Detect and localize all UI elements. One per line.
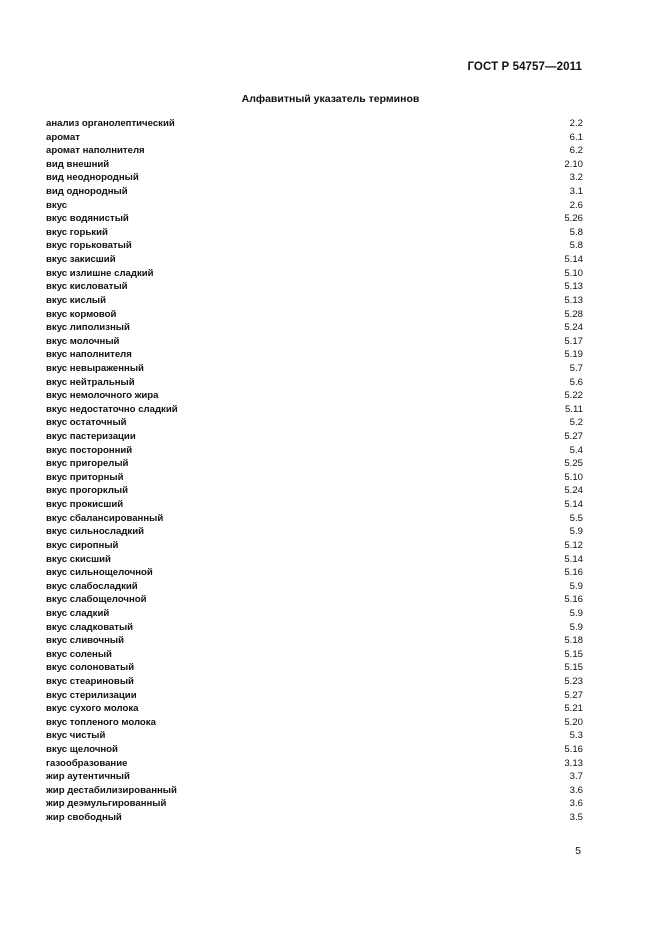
list-item xyxy=(46,471,583,485)
list-item xyxy=(46,702,583,716)
term-name: вкус топленого молока xyxy=(46,716,156,728)
term-reference: 5.14 xyxy=(564,553,583,565)
term-name: вкус молочный xyxy=(46,335,120,347)
list-item xyxy=(46,580,583,594)
term-reference: 5.9 xyxy=(569,526,583,538)
list-item xyxy=(46,566,583,580)
term-reference: 3.6 xyxy=(569,784,583,796)
page-title: Алфавитный указатель терминов xyxy=(241,93,420,105)
term-name: вкус слабощелочной xyxy=(46,594,147,606)
list-item xyxy=(46,743,583,757)
list-item xyxy=(46,158,583,172)
term-name: вкус кисловатый xyxy=(46,281,128,293)
term-name: вкус стеариновый xyxy=(46,675,134,687)
term-reference: 5.15 xyxy=(564,662,583,674)
list-item xyxy=(46,335,583,349)
term-reference: 5.9 xyxy=(569,621,583,633)
term-name: вкус излишне сладкий xyxy=(46,267,154,279)
term-reference: 5.4 xyxy=(569,444,583,456)
term-reference: 5.10 xyxy=(564,471,583,483)
document-code: ГОСТ Р 54757—2011 xyxy=(467,61,582,73)
list-item xyxy=(46,416,583,430)
term-name: вкус солоноватый xyxy=(46,662,135,674)
term-reference: 5.6 xyxy=(569,376,583,388)
term-reference: 3.7 xyxy=(569,771,583,783)
term-name: жир свободный xyxy=(46,812,122,824)
list-item xyxy=(46,185,583,199)
term-name: анализ органолептический xyxy=(46,118,175,129)
term-reference: 5.12 xyxy=(564,539,583,551)
term-reference: 5.7 xyxy=(569,362,583,374)
term-name: вид неоднородный xyxy=(46,172,139,184)
term-name: вкус сладковатый xyxy=(46,621,134,633)
list-item xyxy=(46,267,583,281)
term-name: вкус прокисший xyxy=(46,499,124,511)
term-reference: 3.2 xyxy=(569,172,583,184)
list-item xyxy=(46,539,583,553)
term-name: вкус кормовой xyxy=(46,308,117,320)
list-item xyxy=(46,757,583,771)
term-reference: 3.13 xyxy=(564,757,583,769)
term-name: вкус горький xyxy=(46,226,108,238)
list-item xyxy=(46,253,583,267)
term-reference: 3.5 xyxy=(569,812,583,824)
term-name: вкус нейтральный xyxy=(46,376,135,388)
term-reference: 6.1 xyxy=(569,131,583,143)
list-item xyxy=(46,484,583,498)
list-item xyxy=(46,621,583,635)
term-name: вкус прогорклый xyxy=(46,485,129,497)
term-name: вид однородный xyxy=(46,186,128,198)
term-reference: 5.17 xyxy=(564,335,583,347)
list-item xyxy=(46,308,583,322)
list-item xyxy=(46,811,583,825)
list-item xyxy=(46,661,583,675)
list-item xyxy=(46,144,583,158)
term-name: вкус посторонний xyxy=(46,444,133,456)
term-reference: 2.6 xyxy=(569,199,583,211)
term-reference: 5.26 xyxy=(564,213,583,225)
term-reference: 6.2 xyxy=(569,145,583,157)
term-reference: 5.11 xyxy=(565,403,583,415)
list-item xyxy=(46,199,583,213)
list-item xyxy=(46,553,583,567)
term-name: вкус наполнителя xyxy=(46,349,132,361)
term-reference: 5.28 xyxy=(564,308,583,320)
term-reference: 5.16 xyxy=(564,594,583,606)
term-name: вкус стерилизации xyxy=(46,689,137,701)
term-reference: 5.22 xyxy=(564,390,583,402)
term-name: газообразование xyxy=(46,757,128,769)
term-name: вкус сливочный xyxy=(46,635,124,647)
list-item xyxy=(46,239,583,253)
term-name: вкус сладкий xyxy=(46,607,110,619)
term-reference: 5.18 xyxy=(564,635,583,647)
term-reference: 5.25 xyxy=(564,458,583,470)
list-item xyxy=(46,280,583,294)
list-item xyxy=(46,226,583,240)
term-reference: 5.16 xyxy=(564,567,583,579)
term-reference: 5.15 xyxy=(564,648,583,660)
list-item xyxy=(46,689,583,703)
term-name: вкус сухого молока xyxy=(46,703,139,715)
list-item xyxy=(46,457,583,471)
term-reference: 5.23 xyxy=(564,675,583,687)
list-item xyxy=(46,376,583,390)
list-item xyxy=(46,498,583,512)
page-number: 5 xyxy=(575,845,581,857)
list-item xyxy=(46,648,583,662)
list-item xyxy=(46,770,583,784)
term-name: вкус соленый xyxy=(46,648,112,660)
list-item xyxy=(46,729,583,743)
list-item xyxy=(46,321,583,335)
term-reference: 5.10 xyxy=(564,267,583,279)
term-name: вкус невыраженный xyxy=(46,362,144,374)
term-name: вкус недостаточно сладкий xyxy=(46,403,178,415)
term-name: вид внешний xyxy=(46,158,110,170)
term-name: вкус горьковатый xyxy=(46,240,132,252)
term-reference: 5.13 xyxy=(564,294,583,306)
term-reference: 3.1 xyxy=(569,186,583,198)
term-name: вкус скисший xyxy=(46,553,111,565)
list-item xyxy=(46,430,583,444)
term-name: жир дестабилизированный xyxy=(46,784,177,796)
list-item xyxy=(46,294,583,308)
list-item xyxy=(46,593,583,607)
term-reference: 5.21 xyxy=(564,703,583,715)
term-reference: 5.13 xyxy=(564,281,583,293)
list-item xyxy=(46,675,583,689)
term-name: вкус кислый xyxy=(46,294,107,306)
term-reference: 5.9 xyxy=(569,580,583,592)
list-item xyxy=(46,797,583,811)
list-item xyxy=(46,389,583,403)
term-reference: 5.9 xyxy=(569,607,583,619)
term-reference: 5.27 xyxy=(564,689,583,701)
term-name: жир деэмульгированный xyxy=(46,798,167,810)
term-name: аромат наполнителя xyxy=(46,145,145,157)
term-reference: 3.6 xyxy=(569,798,583,810)
term-name: вкус чистый xyxy=(46,730,106,742)
term-reference: 5.2 xyxy=(569,417,583,429)
term-reference: 5.20 xyxy=(564,716,583,728)
term-reference: 5.14 xyxy=(564,254,583,266)
term-reference: 2.10 xyxy=(564,158,583,170)
list-item xyxy=(46,634,583,648)
term-reference: 5.8 xyxy=(569,240,583,252)
term-name: жир аутентичный xyxy=(46,771,130,783)
term-name: вкус сбалансированный xyxy=(46,512,164,524)
term-reference: 5.16 xyxy=(564,744,583,756)
term-name: вкус приторный xyxy=(46,471,124,483)
term-name: вкус пригорелый xyxy=(46,458,129,470)
term-name: аромат xyxy=(46,131,80,143)
list-item xyxy=(46,131,583,145)
list-item xyxy=(46,607,583,621)
term-name: вкус остаточный xyxy=(46,417,127,429)
term-name: вкус сильнощелочной xyxy=(46,567,153,579)
term-reference: 5.3 xyxy=(569,730,583,742)
list-item xyxy=(46,117,583,131)
term-reference: 5.19 xyxy=(564,349,583,361)
list-item xyxy=(46,348,583,362)
term-reference: 5.5 xyxy=(569,512,583,524)
list-item xyxy=(46,362,583,376)
list-item xyxy=(46,212,583,226)
term-reference: 2.2 xyxy=(569,118,583,129)
list-item xyxy=(46,525,583,539)
term-name: вкус xyxy=(46,199,68,211)
term-name: вкус сиропный xyxy=(46,539,119,551)
term-reference: 5.14 xyxy=(564,499,583,511)
list-item xyxy=(46,716,583,730)
list-item xyxy=(46,784,583,798)
list-item xyxy=(46,444,583,458)
term-name: вкус закисший xyxy=(46,254,116,266)
term-name: вкус пастеризации xyxy=(46,431,136,443)
term-name: вкус липолизный xyxy=(46,322,130,334)
term-reference: 5.8 xyxy=(569,226,583,238)
term-name: вкус слабосладкий xyxy=(46,580,138,592)
term-name: вкус сильносладкий xyxy=(46,526,145,538)
term-name: вкус водянистый xyxy=(46,213,129,225)
list-item xyxy=(46,403,583,417)
term-name: вкус немолочного жира xyxy=(46,390,159,402)
term-reference: 5.27 xyxy=(564,431,583,443)
term-name: вкус щелочной xyxy=(46,744,118,756)
list-item xyxy=(46,171,583,185)
term-reference: 5.24 xyxy=(564,322,583,334)
term-index-list xyxy=(46,117,583,825)
term-reference: 5.24 xyxy=(564,485,583,497)
list-item xyxy=(46,512,583,526)
